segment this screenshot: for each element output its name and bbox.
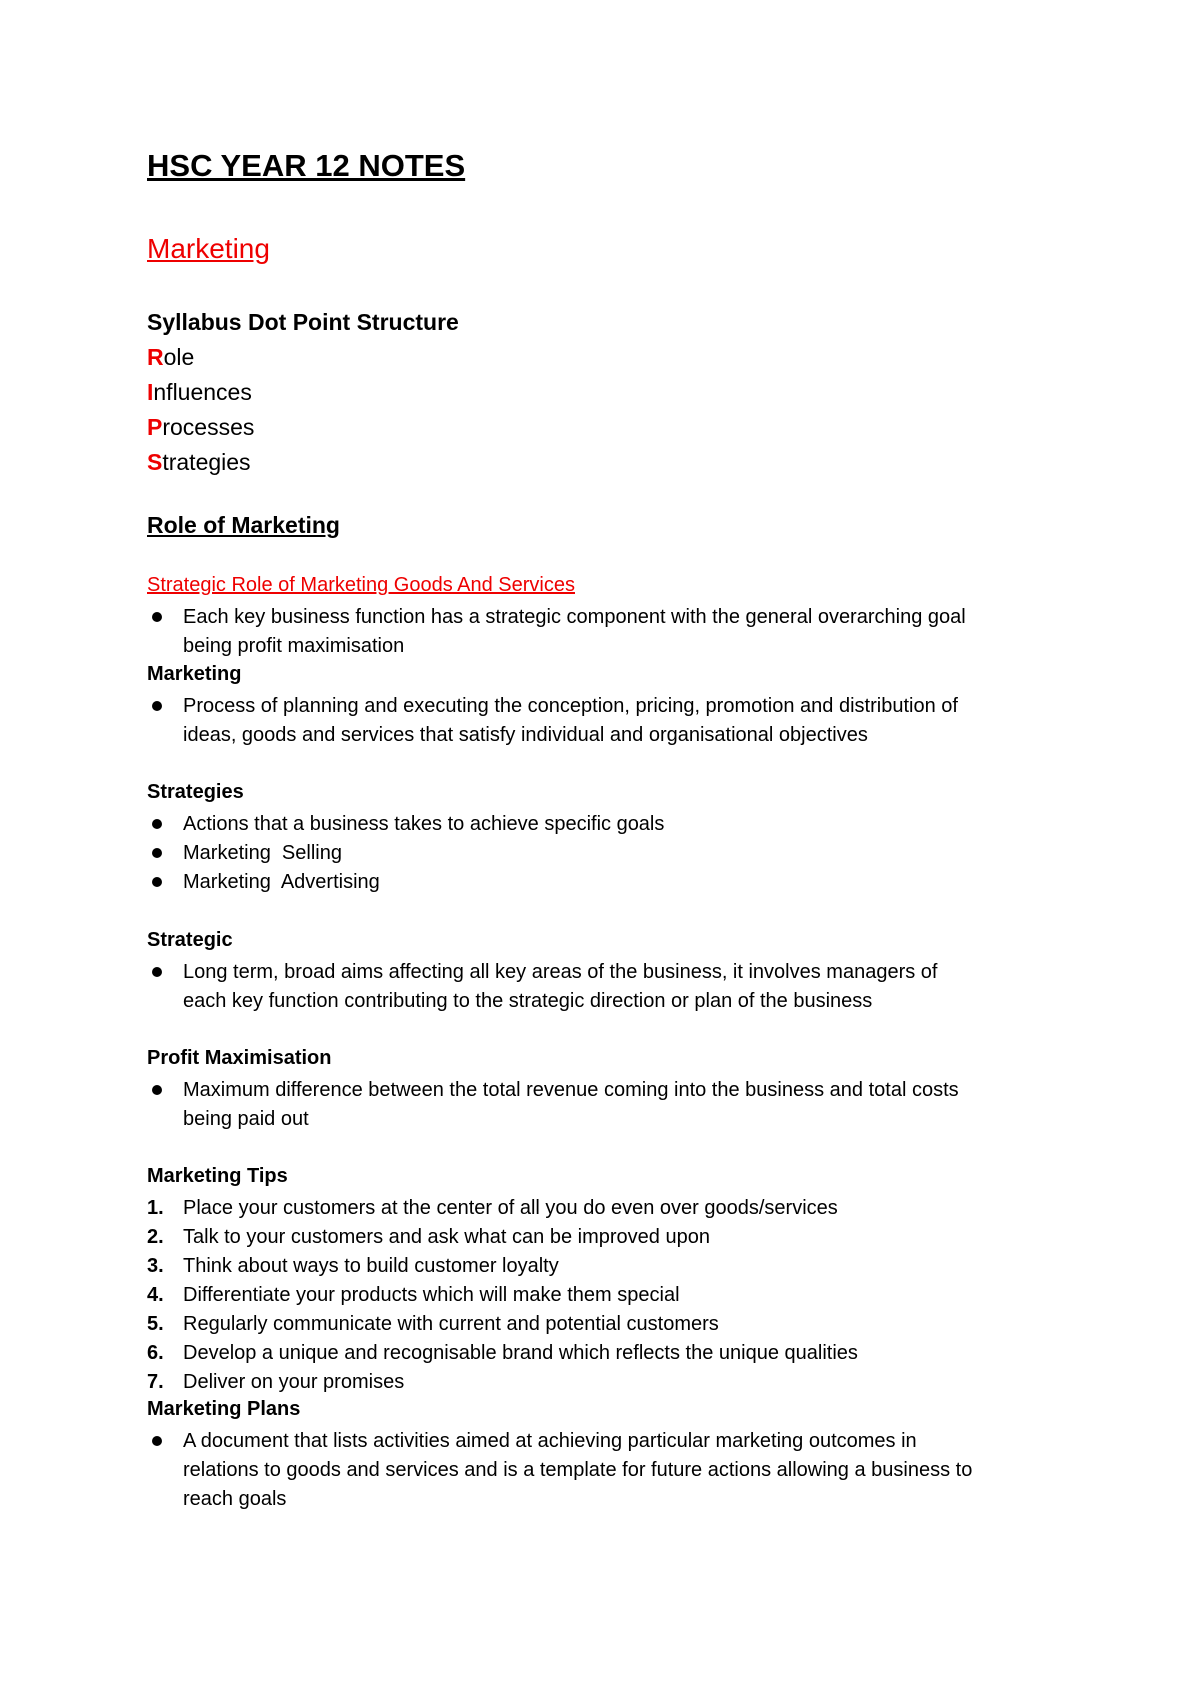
acronym-line [147, 449, 251, 476]
role-of-marketing-heading: Role of Marketing [147, 512, 340, 538]
list-item-continuation: ideas, goods and services that satisfy individual and organisational objectives [183, 724, 868, 746]
syllabus-heading: Syllabus Dot Point Structure [147, 309, 459, 335]
numbered-item: Place your customers at the center of all you do even over goods/services [183, 1197, 838, 1219]
list-number: 2. [147, 1226, 164, 1248]
marketing-tips-subheading: Marketing Tips [147, 1165, 288, 1187]
acronym-letter: S [147, 449, 163, 475]
list-item-continuation: each key function contributing to the strategic direction or plan of the business [183, 990, 873, 1012]
list-item-continuation: relations to goods and services and is a template for future actions allowing a business to [183, 1459, 973, 1481]
acronym-rest: trategies [162, 449, 251, 475]
list-item-continuation: being paid out [183, 1108, 309, 1130]
numbered-item: Regularly communicate with current and potential customers [183, 1313, 719, 1335]
list-number: 7. [147, 1371, 164, 1393]
numbered-item: Deliver on your promises [183, 1371, 405, 1393]
bullet-icon [152, 877, 162, 887]
bullet-icon [152, 848, 162, 858]
list-item: Marketing Advertising [183, 871, 380, 893]
page-title: HSC YEAR 12 NOTES [147, 148, 466, 183]
acronym-line [147, 344, 194, 371]
strategies-subheading: Strategies [147, 781, 244, 803]
acronym-rest: ole [163, 344, 195, 370]
list-number: 1. [147, 1197, 164, 1219]
section-heading: Marketing [147, 233, 270, 264]
acronym-letter: R [147, 344, 164, 370]
numbered-item: Talk to your customers and ask what can be improved upon [183, 1226, 710, 1248]
acronym-letter: I [147, 379, 154, 405]
strategic-role-heading: Strategic Role of Marketing Goods And Services [147, 574, 575, 596]
acronym-letter: P [147, 414, 163, 440]
profit-maximisation-subheading: Profit Maximisation [147, 1047, 332, 1069]
list-item-continuation: being profit maximisation [183, 635, 405, 657]
marketing-plans-subheading: Marketing Plans [147, 1398, 301, 1420]
bullet-icon [152, 1436, 162, 1446]
numbered-item: Differentiate your products which will make them special [183, 1284, 680, 1306]
list-item: A document that lists activities aimed at achieving particular marketing outcomes in [183, 1430, 917, 1452]
numbered-item: Think about ways to build customer loyalty [183, 1255, 559, 1277]
list-number: 6. [147, 1342, 164, 1364]
acronym-rest: nfluences [153, 379, 252, 405]
list-item: Actions that a business takes to achieve specific goals [183, 813, 665, 835]
bullet-icon [152, 612, 162, 622]
acronym-line [147, 379, 252, 406]
list-number: 5. [147, 1313, 164, 1335]
bullet-icon [152, 967, 162, 977]
numbered-item: Develop a unique and recognisable brand which reflects the unique qualities [183, 1342, 858, 1364]
bullet-icon [152, 819, 162, 829]
acronym-rest: rocesses [162, 414, 255, 440]
list-item: Long term, broad aims affecting all key areas of the business, it involves managers of [183, 961, 938, 983]
bullet-icon [152, 1085, 162, 1095]
list-number: 4. [147, 1284, 164, 1306]
bullet-icon [152, 701, 162, 711]
list-item-continuation: reach goals [183, 1488, 287, 1510]
strategic-subheading: Strategic [147, 929, 233, 951]
list-item: Process of planning and executing the conception, pricing, promotion and distribution of [183, 695, 958, 717]
list-item: Maximum difference between the total revenue coming into the business and total costs [183, 1079, 959, 1101]
list-item: Marketing Selling [183, 842, 342, 864]
marketing-subheading: Marketing [147, 663, 242, 685]
list-item: Each key business function has a strategic component with the general overarching goal [183, 606, 966, 628]
list-number: 3. [147, 1255, 164, 1277]
acronym-line [147, 414, 254, 441]
